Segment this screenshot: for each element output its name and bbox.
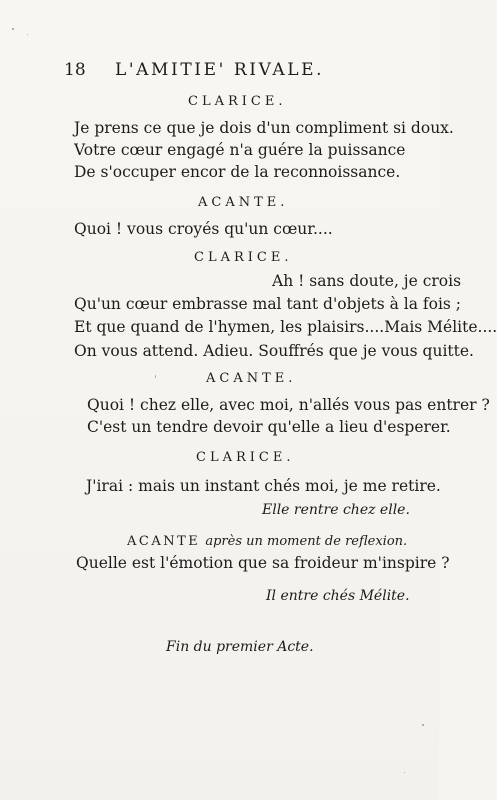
verse-line: De s'occuper encor de la reconnoissance. bbox=[74, 163, 401, 181]
speaker-name: ACANTE. bbox=[198, 195, 289, 210]
stage-direction: Elle rentre chez elle. bbox=[262, 502, 410, 518]
paper-speck bbox=[27, 34, 28, 35]
verse-line: Quelle est l'émotion que sa froideur m'inspire ? bbox=[76, 554, 450, 572]
verse-line: Quoi ! vous croyés qu'un cœur.... bbox=[74, 220, 333, 238]
page-number: 18 bbox=[64, 60, 86, 80]
verse-line: C'est un tendre devoir qu'elle a lieu d'esperer. bbox=[87, 418, 451, 436]
speaker-name: ACANTE. bbox=[206, 371, 297, 386]
paper-speck bbox=[155, 375, 156, 378]
verse-line: Ah ! sans doute, je crois bbox=[272, 272, 462, 290]
paper-speck bbox=[404, 772, 405, 773]
stage-direction: Il entre chés Mélite. bbox=[266, 588, 410, 604]
verse-line: J'irai : mais un instant chés moi, je me retire. bbox=[86, 477, 441, 495]
speaker-with-direction bbox=[127, 532, 407, 548]
verse-line: Votre cœur engagé n'a guére la puissance bbox=[74, 141, 406, 159]
speaker-name: CLARICE. bbox=[194, 250, 293, 265]
verse-line: Je prens ce que je dois d'un compliment si doux. bbox=[74, 119, 454, 137]
speaker-name: CLARICE. bbox=[196, 450, 295, 465]
verse-line: Quoi ! chez elle, avec moi, n'allés vous pas entrer ? bbox=[87, 396, 490, 414]
verse-line: Et que quand de l'hymen, les plaisirs....Mais Mélite.... bbox=[74, 318, 497, 336]
speaker-name: ACANTE bbox=[127, 534, 201, 549]
paper-speck bbox=[422, 724, 424, 726]
stage-direction: après un moment de reflexion. bbox=[205, 534, 408, 549]
running-title: L'AMITIE' RIVALE. bbox=[115, 60, 325, 80]
speaker-name: CLARICE. bbox=[188, 94, 287, 109]
verse-line: On vous attend. Adieu. Souffrés que je vous quitte. bbox=[74, 342, 474, 360]
paper-speck bbox=[12, 28, 14, 30]
verse-line: Qu'un cœur embrasse mal tant d'objets à la fois ; bbox=[74, 295, 462, 313]
act-end-note: Fin du premier Acte. bbox=[166, 639, 314, 655]
